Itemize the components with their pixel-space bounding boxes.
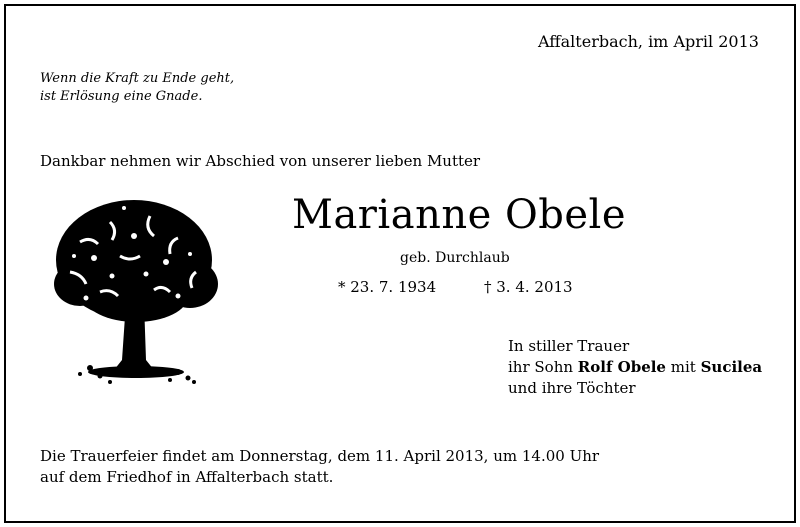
mourners-line-3: und ihre Töchter xyxy=(508,379,636,397)
motto xyxy=(40,70,234,106)
mourners-line-1: In stiller Trauer xyxy=(508,337,630,355)
obituary-notice xyxy=(4,4,796,523)
son-name: Rolf Obele xyxy=(577,358,666,376)
mourners-mid: mit xyxy=(665,358,701,376)
tree-icon xyxy=(50,192,222,388)
deceased-name: Marianne Obele xyxy=(292,192,627,238)
intro-text: Dankbar nehmen wir Abschied von unserer lieben Mutter xyxy=(40,152,481,170)
ceremony-info xyxy=(40,446,599,488)
motto-line-2: ist Erlösung eine Gnade. xyxy=(40,89,203,104)
dateline: Affalterbach, im April 2013 xyxy=(538,32,759,51)
maiden-name: geb. Durchlaub xyxy=(400,250,510,266)
death-date: † 3. 4. 2013 xyxy=(484,278,573,296)
motto-line-1: Wenn die Kraft zu Ende geht, xyxy=(40,71,235,86)
partner-name: Sucilea xyxy=(700,358,763,376)
ceremony-line-1: Die Trauerfeier findet am Donnerstag, dem 11. April 2013, um 14.00 Uhr xyxy=(40,447,600,465)
mourners-block xyxy=(508,336,762,399)
mourners-son-prefix: ihr Sohn xyxy=(508,358,578,376)
ceremony-line-2: auf dem Friedhof in Affalterbach statt. xyxy=(40,468,334,486)
birth-date: * 23. 7. 1934 xyxy=(338,278,437,296)
mourners-line-2 xyxy=(508,357,762,378)
